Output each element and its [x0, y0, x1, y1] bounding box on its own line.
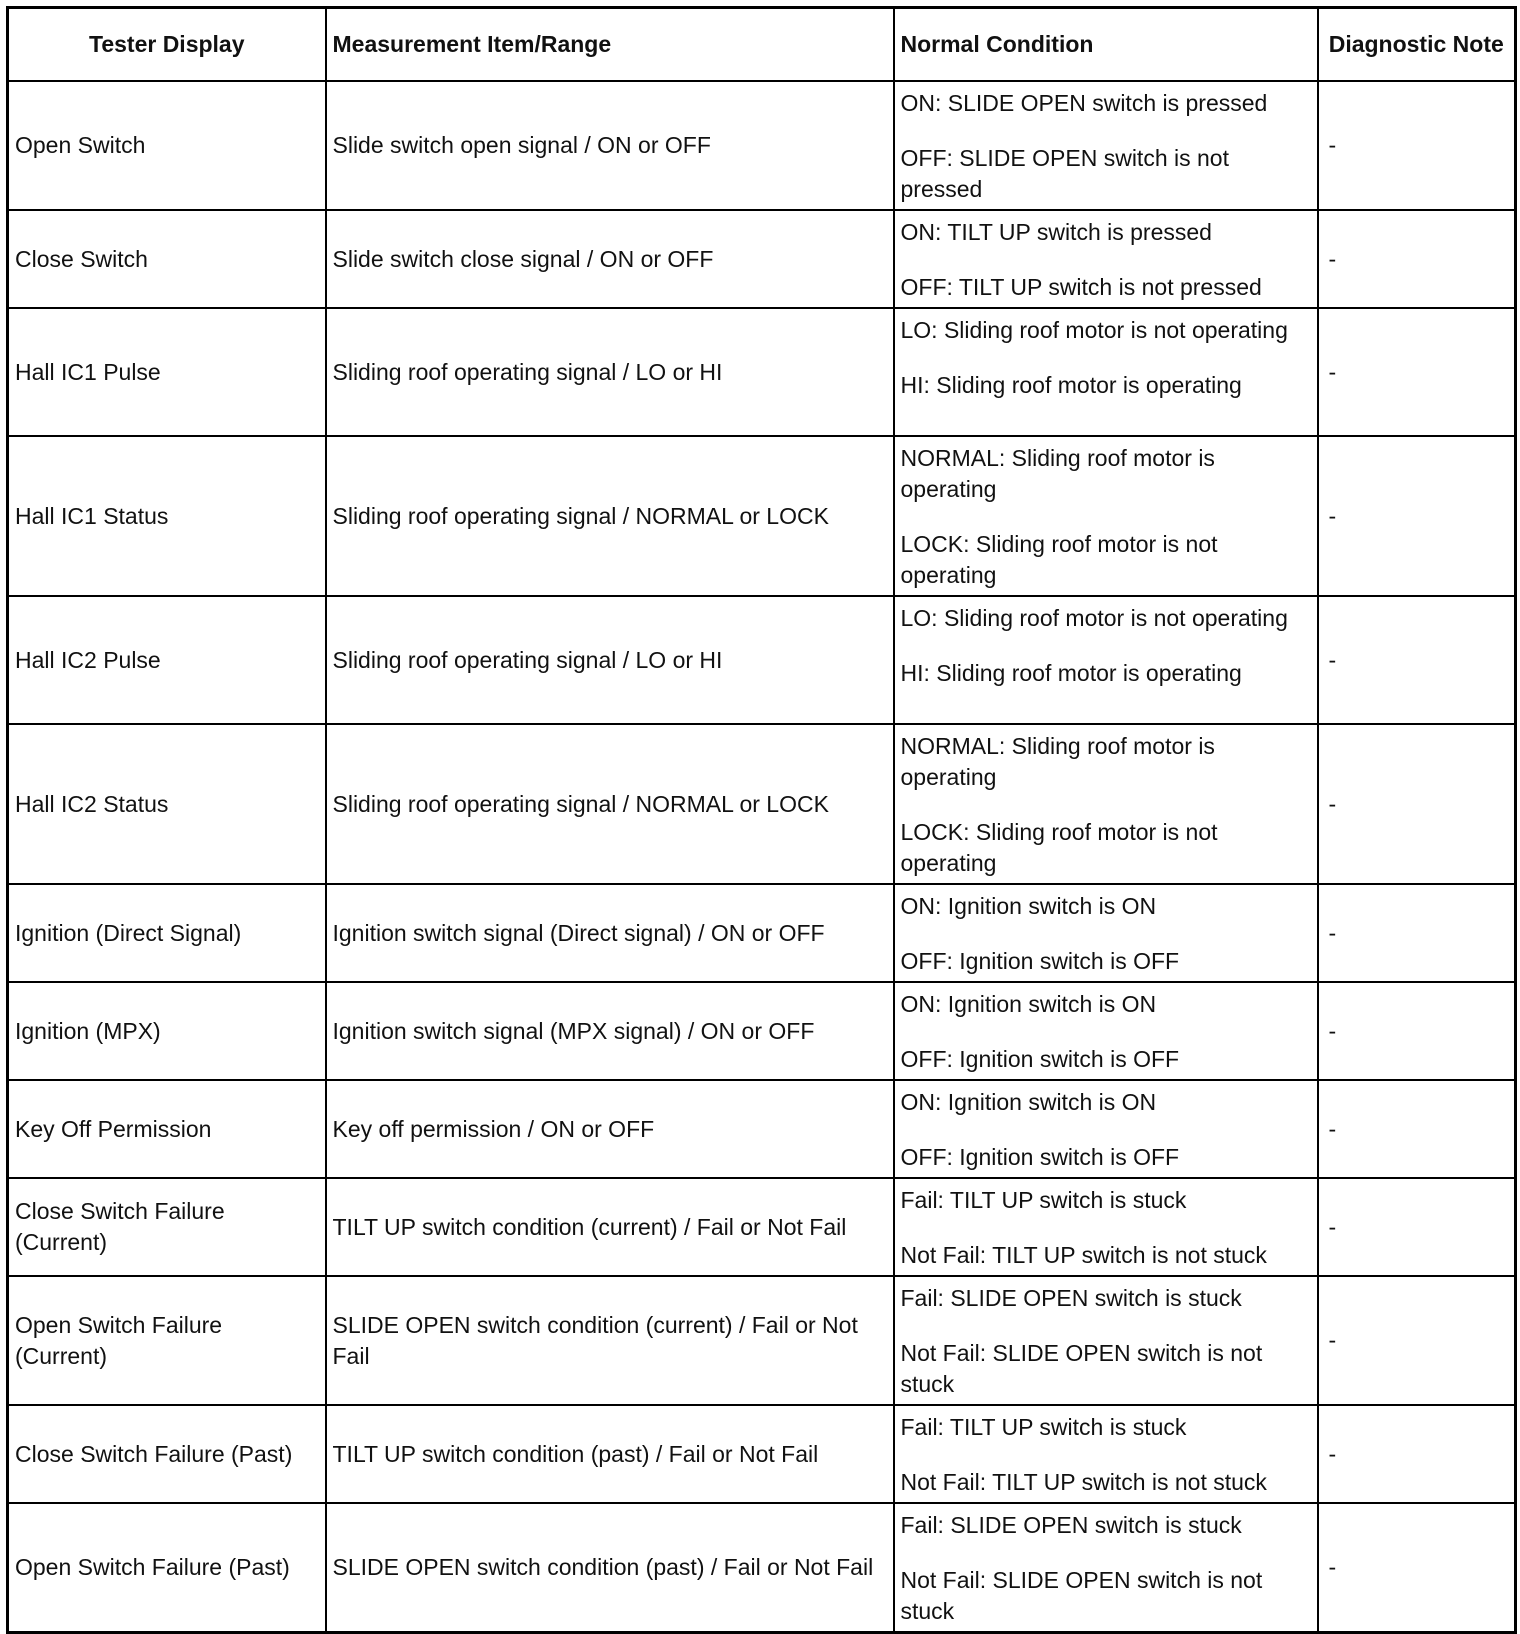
cell-normal-condition	[894, 1503, 1318, 1633]
cell-tester-display: Key Off Permission	[8, 1080, 326, 1178]
condition-line: NORMAL: Sliding roof motor is operating	[900, 733, 1215, 790]
cell-tester-display: Hall IC2 Pulse	[8, 596, 326, 724]
cell-tester-display: Close Switch Failure (Past)	[8, 1405, 326, 1503]
condition-line: OFF: Ignition switch is OFF	[900, 1046, 1180, 1072]
condition-line: LOCK: Sliding roof motor is not operating	[900, 531, 1218, 588]
table-row	[8, 1276, 1516, 1405]
cell-measurement: Ignition switch signal (MPX signal) / ON or OFF	[326, 982, 894, 1080]
table-row	[8, 1178, 1516, 1276]
table-row	[8, 982, 1516, 1080]
cell-diagnostic-note: -	[1318, 308, 1516, 436]
condition-line: ON: Ignition switch is ON	[900, 1089, 1157, 1115]
condition-line: Not Fail: TILT UP switch is not stuck	[900, 1469, 1267, 1495]
cell-tester-display: Ignition (Direct Signal)	[8, 884, 326, 982]
condition-line: OFF: Ignition switch is OFF	[900, 948, 1180, 974]
cell-normal-condition	[894, 982, 1318, 1080]
tester-display-table	[6, 6, 1517, 1634]
cell-measurement: Slide switch open signal / ON or OFF	[326, 81, 894, 210]
cell-diagnostic-note: -	[1318, 1276, 1516, 1405]
cell-measurement: SLIDE OPEN switch condition (current) / Fail or Not Fail	[326, 1276, 894, 1405]
table-row	[8, 724, 1516, 884]
cell-measurement: SLIDE OPEN switch condition (past) / Fail or Not Fail	[326, 1503, 894, 1633]
cell-measurement: TILT UP switch condition (current) / Fail or Not Fail	[326, 1178, 894, 1276]
condition-line: Fail: TILT UP switch is stuck	[900, 1414, 1187, 1440]
cell-measurement: Sliding roof operating signal / LO or HI	[326, 596, 894, 724]
cell-diagnostic-note: -	[1318, 596, 1516, 724]
cell-tester-display: Ignition (MPX)	[8, 982, 326, 1080]
condition-line: ON: Ignition switch is ON	[900, 991, 1157, 1017]
table-row	[8, 308, 1516, 436]
table-row	[8, 1503, 1516, 1633]
cell-measurement: Sliding roof operating signal / NORMAL or LOCK	[326, 436, 894, 596]
cell-normal-condition	[894, 81, 1318, 210]
cell-tester-display: Open Switch Failure (Past)	[8, 1503, 326, 1633]
condition-line: OFF: Ignition switch is OFF	[900, 1144, 1180, 1170]
condition-line: LO: Sliding roof motor is not operating	[900, 605, 1288, 631]
cell-normal-condition	[894, 596, 1318, 724]
cell-diagnostic-note: -	[1318, 210, 1516, 308]
header-measurement-item: Measurement Item/Range	[326, 8, 894, 82]
cell-diagnostic-note: -	[1318, 982, 1516, 1080]
cell-measurement: Slide switch close signal / ON or OFF	[326, 210, 894, 308]
table-row	[8, 884, 1516, 982]
cell-diagnostic-note: -	[1318, 1080, 1516, 1178]
cell-diagnostic-note: -	[1318, 1503, 1516, 1633]
condition-line: OFF: TILT UP switch is not pressed	[900, 274, 1262, 300]
condition-line: OFF: SLIDE OPEN switch is not pressed	[900, 145, 1229, 202]
cell-diagnostic-note: -	[1318, 724, 1516, 884]
condition-line: Not Fail: SLIDE OPEN switch is not stuck	[900, 1340, 1263, 1397]
condition-line: LOCK: Sliding roof motor is not operating	[900, 819, 1218, 876]
table-row	[8, 436, 1516, 596]
cell-normal-condition	[894, 210, 1318, 308]
table-row	[8, 596, 1516, 724]
cell-tester-display: Hall IC1 Status	[8, 436, 326, 596]
condition-line: HI: Sliding roof motor is operating	[900, 372, 1242, 398]
cell-diagnostic-note: -	[1318, 81, 1516, 210]
condition-line: NORMAL: Sliding roof motor is operating	[900, 445, 1215, 502]
cell-measurement: Sliding roof operating signal / NORMAL or LOCK	[326, 724, 894, 884]
cell-normal-condition	[894, 884, 1318, 982]
cell-measurement: TILT UP switch condition (past) / Fail or Not Fail	[326, 1405, 894, 1503]
cell-normal-condition	[894, 724, 1318, 884]
condition-line: Fail: TILT UP switch is stuck	[900, 1187, 1187, 1213]
cell-normal-condition	[894, 1405, 1318, 1503]
condition-line: Fail: SLIDE OPEN switch is stuck	[900, 1512, 1242, 1538]
table-header-row	[8, 8, 1516, 82]
table-row	[8, 210, 1516, 308]
header-tester-display: Tester Display	[8, 8, 326, 82]
cell-tester-display: Close Switch	[8, 210, 326, 308]
condition-line: HI: Sliding roof motor is operating	[900, 660, 1242, 686]
condition-line: Fail: SLIDE OPEN switch is stuck	[900, 1285, 1242, 1311]
table-row	[8, 1405, 1516, 1503]
condition-line: Not Fail: SLIDE OPEN switch is not stuck	[900, 1567, 1263, 1624]
cell-normal-condition	[894, 436, 1318, 596]
cell-tester-display: Hall IC2 Status	[8, 724, 326, 884]
condition-line: LO: Sliding roof motor is not operating	[900, 317, 1288, 343]
cell-diagnostic-note: -	[1318, 1178, 1516, 1276]
table-row	[8, 81, 1516, 210]
cell-tester-display: Open Switch	[8, 81, 326, 210]
cell-tester-display: Hall IC1 Pulse	[8, 308, 326, 436]
cell-measurement: Key off permission / ON or OFF	[326, 1080, 894, 1178]
cell-normal-condition	[894, 1178, 1318, 1276]
cell-diagnostic-note: -	[1318, 1405, 1516, 1503]
header-normal-condition: Normal Condition	[894, 8, 1318, 82]
document-sheet	[6, 6, 1514, 1624]
cell-tester-display: Open Switch Failure (Current)	[8, 1276, 326, 1405]
condition-line: ON: TILT UP switch is pressed	[900, 219, 1212, 245]
header-diagnostic-note: Diagnostic Note	[1318, 8, 1516, 82]
cell-diagnostic-note: -	[1318, 884, 1516, 982]
cell-normal-condition	[894, 1276, 1318, 1405]
cell-normal-condition	[894, 1080, 1318, 1178]
condition-line: ON: SLIDE OPEN switch is pressed	[900, 90, 1268, 116]
condition-line: Not Fail: TILT UP switch is not stuck	[900, 1242, 1267, 1268]
cell-tester-display: Close Switch Failure (Current)	[8, 1178, 326, 1276]
cell-measurement: Ignition switch signal (Direct signal) / ON or OFF	[326, 884, 894, 982]
cell-measurement: Sliding roof operating signal / LO or HI	[326, 308, 894, 436]
condition-line: ON: Ignition switch is ON	[900, 893, 1157, 919]
cell-normal-condition	[894, 308, 1318, 436]
table-row	[8, 1080, 1516, 1178]
cell-diagnostic-note: -	[1318, 436, 1516, 596]
